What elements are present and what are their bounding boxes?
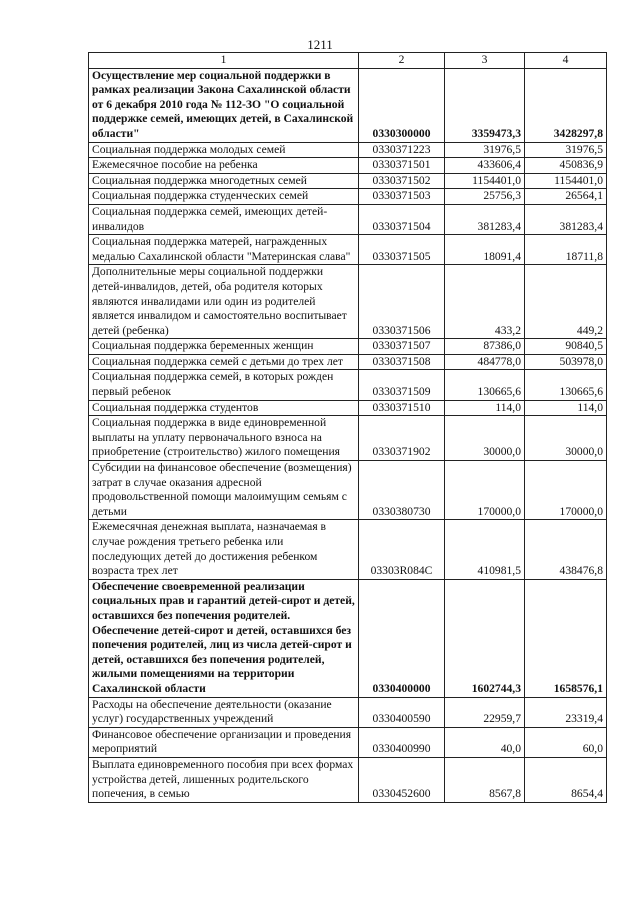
- table-row: [89, 461, 607, 520]
- row-value-col4-cell: 60,0: [525, 727, 607, 757]
- row-code-cell: 0330300000: [359, 68, 445, 142]
- table-row: [89, 757, 607, 802]
- row-value-col3-cell: 114,0: [445, 400, 525, 416]
- row-name-cell: Социальная поддержка студентов: [89, 400, 359, 416]
- row-name-cell: Социальная поддержка многодетных семей: [89, 173, 359, 189]
- table-row: [89, 400, 607, 416]
- row-name-cell: Социальная поддержка матерей, награжденных медалью Сахалинской области "Материнская слава": [89, 235, 359, 265]
- row-code-cell: 0330371505: [359, 235, 445, 265]
- row-code-cell: 0330380730: [359, 461, 445, 520]
- table-row: [89, 68, 607, 142]
- row-name-cell: Расходы на обеспечение деятельности (оказание услуг) государственных учреждений: [89, 697, 359, 727]
- row-name-cell: Социальная поддержка студенческих семей: [89, 189, 359, 205]
- row-name-cell: Социальная поддержка семей, имеющих детей-инвалидов: [89, 204, 359, 234]
- column-number-3: 3: [445, 53, 525, 69]
- row-value-col3-cell: 8567,8: [445, 757, 525, 802]
- row-name-cell: Обеспечение своевременной реализации социальных прав и гарантий детей-сирот и детей, оставшихся без попечения родителей. Обеспечение детей-сирот и детей, оставшихся без попечения родителей, лиц из числа детей-сирот и детей, оставшихся без попечения родителей, жилыми помещениями на территории Сахалинской области: [89, 579, 359, 697]
- table-row: [89, 158, 607, 174]
- row-code-cell: 0330371510: [359, 400, 445, 416]
- row-value-col3-cell: 40,0: [445, 727, 525, 757]
- table-row: [89, 697, 607, 727]
- row-value-col4-cell: 18711,8: [525, 235, 607, 265]
- row-code-cell: 0330371223: [359, 142, 445, 158]
- row-value-col3-cell: 22959,7: [445, 697, 525, 727]
- row-name-cell: Выплата единовременного пособия при всех формах устройства детей, лишенных родительского попечения, в семью: [89, 757, 359, 802]
- row-value-col3-cell: 1602744,3: [445, 579, 525, 697]
- row-value-col3-cell: 433606,4: [445, 158, 525, 174]
- table-row: [89, 204, 607, 234]
- row-code-cell: 03303R084C: [359, 520, 445, 579]
- budget-table: [88, 52, 607, 803]
- row-code-cell: 0330371507: [359, 339, 445, 355]
- row-value-col4-cell: 381283,4: [525, 204, 607, 234]
- row-value-col4-cell: 8654,4: [525, 757, 607, 802]
- row-name-cell: Ежемесячная денежная выплата, назначаемая в случае рождения третьего ребенка или последующих детей до достижения ребенком возраста трех лет: [89, 520, 359, 579]
- row-value-col4-cell: 23319,4: [525, 697, 607, 727]
- row-value-col4-cell: 170000,0: [525, 461, 607, 520]
- row-code-cell: 0330371902: [359, 416, 445, 461]
- row-code-cell: 0330371506: [359, 265, 445, 339]
- row-code-cell: 0330400590: [359, 697, 445, 727]
- row-code-cell: 0330371501: [359, 158, 445, 174]
- row-name-cell: Осуществление мер социальной поддержки в рамках реализации Закона Сахалинской области от 6 декабря 2010 года № 112-ЗО "О социальной поддержке семей, имеющих детей, в Сахалинской области": [89, 68, 359, 142]
- row-code-cell: 0330452600: [359, 757, 445, 802]
- row-code-cell: 0330371503: [359, 189, 445, 205]
- row-value-col3-cell: 170000,0: [445, 461, 525, 520]
- row-value-col3-cell: 1154401,0: [445, 173, 525, 189]
- row-code-cell: 0330371508: [359, 354, 445, 370]
- row-value-col4-cell: 3428297,8: [525, 68, 607, 142]
- row-value-col3-cell: 130665,6: [445, 370, 525, 400]
- row-name-cell: Финансовое обеспечение организации и проведения мероприятий: [89, 727, 359, 757]
- row-value-col3-cell: 87386,0: [445, 339, 525, 355]
- row-code-cell: 0330371509: [359, 370, 445, 400]
- row-value-col4-cell: 449,2: [525, 265, 607, 339]
- row-code-cell: 0330371502: [359, 173, 445, 189]
- row-value-col3-cell: 433,2: [445, 265, 525, 339]
- table-row: [89, 354, 607, 370]
- row-value-col4-cell: 26564,1: [525, 189, 607, 205]
- row-name-cell: Социальная поддержка семей с детьми до трех лет: [89, 354, 359, 370]
- table-row: [89, 579, 607, 697]
- row-value-col4-cell: 1658576,1: [525, 579, 607, 697]
- row-name-cell: Ежемесячное пособие на ребенка: [89, 158, 359, 174]
- row-value-col3-cell: 484778,0: [445, 354, 525, 370]
- table-row: [89, 370, 607, 400]
- column-number-2: 2: [359, 53, 445, 69]
- row-value-col4-cell: 30000,0: [525, 416, 607, 461]
- row-code-cell: 0330371504: [359, 204, 445, 234]
- column-number-row: [89, 53, 607, 69]
- row-value-col4-cell: 438476,8: [525, 520, 607, 579]
- table-row: [89, 520, 607, 579]
- row-value-col4-cell: 31976,5: [525, 142, 607, 158]
- row-name-cell: Социальная поддержка беременных женщин: [89, 339, 359, 355]
- table-row: [89, 235, 607, 265]
- row-code-cell: 0330400990: [359, 727, 445, 757]
- column-number-1: 1: [89, 53, 359, 69]
- table-row: [89, 339, 607, 355]
- row-name-cell: Субсидии на финансовое обеспечение (возмещения) затрат в случае оказания адресной продовольственной помощи малоимущим семьям с детьми: [89, 461, 359, 520]
- row-name-cell: Дополнительные меры социальной поддержки детей-инвалидов, детей, оба родителя которых являются инвалидами или один из родителей является инвалидом и самостоятельно воспитывает детей (ребенка): [89, 265, 359, 339]
- table-row: [89, 142, 607, 158]
- table-row: [89, 173, 607, 189]
- row-name-cell: Социальная поддержка семей, в которых рожден первый ребенок: [89, 370, 359, 400]
- row-value-col3-cell: 31976,5: [445, 142, 525, 158]
- row-value-col4-cell: 114,0: [525, 400, 607, 416]
- column-number-4: 4: [525, 53, 607, 69]
- row-name-cell: Социальная поддержка молодых семей: [89, 142, 359, 158]
- table-row: [89, 265, 607, 339]
- row-value-col4-cell: 450836,9: [525, 158, 607, 174]
- row-value-col4-cell: 90840,5: [525, 339, 607, 355]
- row-code-cell: 0330400000: [359, 579, 445, 697]
- row-value-col4-cell: 503978,0: [525, 354, 607, 370]
- row-value-col3-cell: 18091,4: [445, 235, 525, 265]
- row-value-col3-cell: 381283,4: [445, 204, 525, 234]
- page-number: 1211: [307, 37, 333, 52]
- row-value-col4-cell: 130665,6: [525, 370, 607, 400]
- row-value-col3-cell: 30000,0: [445, 416, 525, 461]
- row-name-cell: Социальная поддержка в виде единовременной выплаты на уплату первоначального взноса на приобретение (строительство) жилого помещения: [89, 416, 359, 461]
- table-row: [89, 189, 607, 205]
- row-value-col4-cell: 1154401,0: [525, 173, 607, 189]
- row-value-col3-cell: 25756,3: [445, 189, 525, 205]
- row-value-col3-cell: 3359473,3: [445, 68, 525, 142]
- row-value-col3-cell: 410981,5: [445, 520, 525, 579]
- table-row: [89, 727, 607, 757]
- table-row: [89, 416, 607, 461]
